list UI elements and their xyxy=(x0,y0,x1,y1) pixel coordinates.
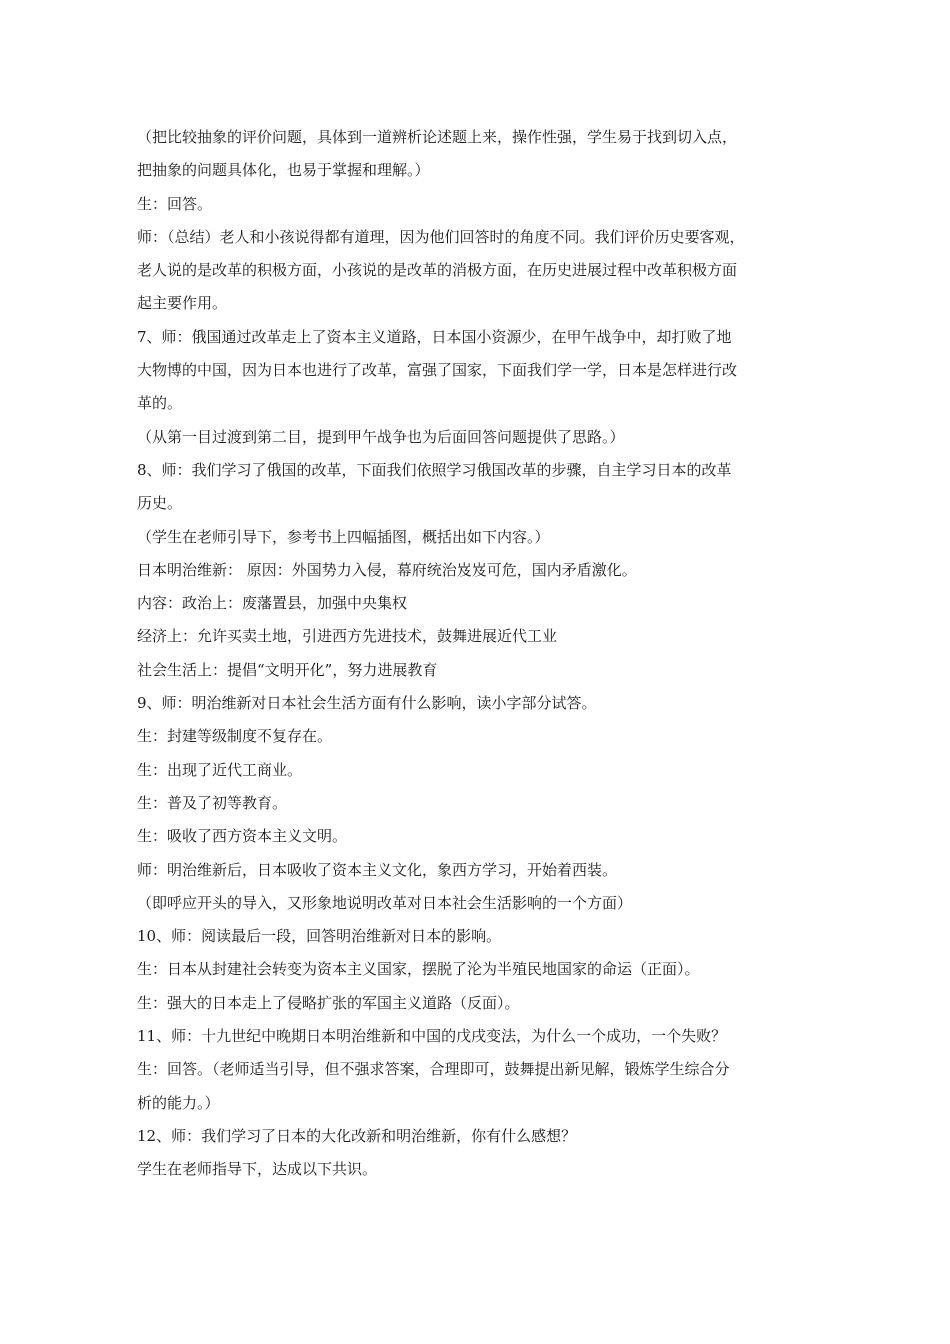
text-line: 生：封建等级制度不复存在。 xyxy=(137,727,333,746)
text-line: 师：（总结）老人和小孩说得都有道理，因为他们回答时的角度不同。我们评价历史要客观， xyxy=(137,227,745,246)
text-line: 社会生活上：提倡“文明开化”，努力进展教育 xyxy=(137,660,438,679)
text-line: 析的能力。） xyxy=(137,1093,220,1112)
text-line: （从第一目过渡到第二目，提到甲午战争也为后面回答问题提供了思路。） xyxy=(137,427,625,446)
text-line: 生：普及了初等教育。 xyxy=(137,793,288,812)
text-line: 师：明治维新后，日本吸收了资本主义文化，象西方学习，开始着西装。 xyxy=(137,860,618,879)
text-line: 生：吸收了西方资本主义文明。 xyxy=(137,827,348,846)
text-line: （即呼应开头的导入，又形象地说明改革对日本社会生活影响的一个方面） xyxy=(137,893,633,912)
text-line: （把比较抽象的评价问题，具体到一道辨析论述题上来，操作性强，学生易于找到切入点， xyxy=(137,128,738,146)
text-line: 生：出现了近代工商业。 xyxy=(137,760,303,779)
text-line: 7、师：俄国通过改革走上了资本主义道路，日本国小资源少，在甲午战争中，却打败了地 xyxy=(137,327,732,346)
text-line: 生：日本从封建社会转变为资本主义国家，摆脱了沦为半殖民地国家的命运（正面）。 xyxy=(137,960,700,979)
text-line: 学生在老师指导下，达成以下共识。 xyxy=(137,1160,378,1179)
text-line: 历史。 xyxy=(137,494,183,513)
document-body xyxy=(137,121,827,1187)
text-line: 11、师：十九世纪中晚期日本明治维新和中国的戊戌变法，为什么一个成功，一个失败？ xyxy=(137,1027,727,1046)
text-line: 日本明治维新： 原因：外国势力入侵，幕府统治岌岌可危，国内矛盾激化。 xyxy=(137,560,637,579)
text-line: 内容：政治上：废藩置县，加强中央集权 xyxy=(137,594,408,613)
text-line: 10、师：阅读最后一段，回答明治维新对日本的影响。 xyxy=(137,927,502,946)
text-line: 起主要作用。 xyxy=(137,294,228,313)
text-line: 老人说的是改革的积极方面，小孩说的是改革的消极方面，在历史进展过程中改革积极方面 xyxy=(137,261,738,280)
text-line: 生：强大的日本走上了侵略扩张的军国主义道路（反面）。 xyxy=(137,993,520,1012)
text-line: 经济上：允许买卖土地，引进西方先进技术，鼓舞进展近代工业 xyxy=(137,627,558,646)
text-line: 生：回答。 xyxy=(137,194,213,213)
text-line: （学生在老师引导下，参考书上四幅插图，概括出如下内容。） xyxy=(137,527,550,546)
text-line: 革的。 xyxy=(137,394,183,413)
text-line: 12、师：我们学习了日本的大化改新和明治维新，你有什么感想？ xyxy=(137,1126,577,1145)
text-line: 9、师：明治维新对日本社会生活方面有什么影响，读小字部分试答。 xyxy=(137,694,597,713)
text-line: 生：回答。（老师适当引导，但不强求答案，合理即可，鼓舞提出新见解，锻炼学生综合分 xyxy=(137,1060,730,1079)
text-line: 把抽象的问题具体化，也易于掌握和理解。） xyxy=(137,161,430,180)
text-line: 8、师：我们学习了俄国的改革，下面我们依照学习俄国改革的步骤，自主学习日本的改革 xyxy=(137,460,732,479)
text-line: 大物博的中国，因为日本也进行了改革，富强了国家，下面我们学一学，日本是怎样进行改 xyxy=(137,361,738,380)
